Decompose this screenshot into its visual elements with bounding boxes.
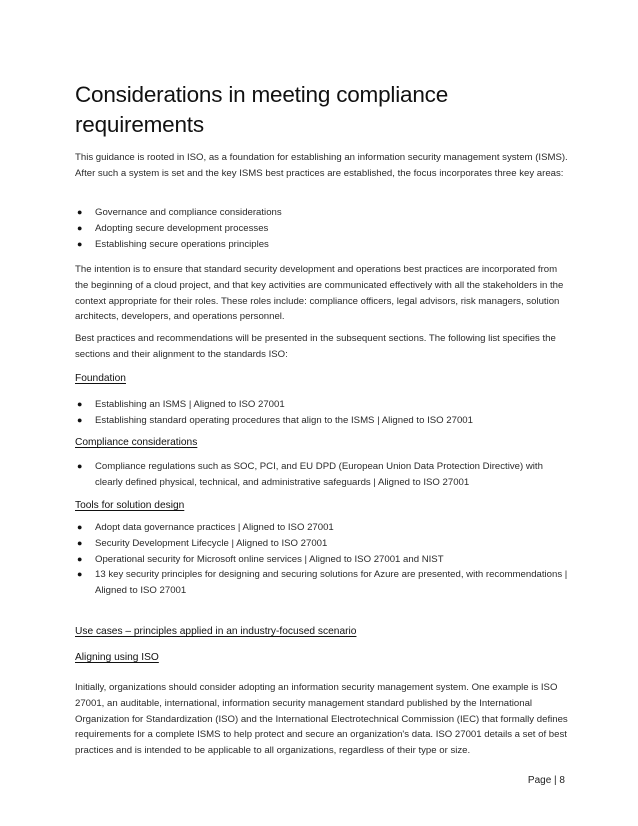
aligning-paragraph: Initially, organizations should consider adopting an information security management system. One example is ISO 27001, an auditable, international, information security management standard published by the International Organization for Standardization (ISO) and the International Electrotechnical Commission (IEC) that formally defines requirements for a complete ISMS to help protect and secure an organization's data. ISO 27001 details a set of best practices and is intended to be applicable to all organizations, regardless of their type or size. <box>75 682 568 757</box>
bullet-icon: ● <box>77 238 83 249</box>
list-item: ● Compliance regulations such as SOC, PCI, and EU DPD (European Union Data Protection Directive) with clearly defined physical, technical, and administrative safeguards | Aligned to ISO 27001 <box>77 461 543 488</box>
foundation-list <box>75 397 570 429</box>
intention-paragraph: The intention is to ensure that standard security development and operations best practices are incorporated from the beginning of a cloud project, and that key activities are communicated effectively with all the stakeholders in the context appropriate for their roles. These roles include: compliance officers, legal advisors, risk managers, solution architects, developers, and operations personnel. <box>75 264 564 323</box>
list-item: ● Adopt data governance practices | Aligned to ISO 27001 <box>75 520 570 536</box>
bullet-icon: ● <box>77 207 83 217</box>
tools-list <box>75 520 570 599</box>
intro-paragraph: This guidance is rooted in ISO, as a foundation for establishing an information security management system (ISMS). After such a system is set and the key ISMS best practices are established, the focus incorporates three key areas: <box>75 152 568 179</box>
compliance-heading: Compliance considerations <box>75 437 198 448</box>
bullet-icon: ● <box>77 553 83 564</box>
list-item: ● Security Development Lifecycle | Aligned to ISO 27001 <box>75 536 570 552</box>
bullet-icon: ● <box>77 222 83 233</box>
bullet-icon: ● <box>77 522 83 532</box>
key-areas-list <box>75 205 570 252</box>
bullet-icon: ● <box>77 399 83 409</box>
bullet-icon: ● <box>77 414 83 425</box>
bullet-icon: ● <box>77 461 83 471</box>
page-number: Page | 8 <box>527 775 565 786</box>
use-cases-heading: Use cases – principles applied in an industry-focused scenario <box>75 626 357 637</box>
tools-heading: Tools for solution design <box>75 500 185 511</box>
aligning-heading: Aligning using ISO <box>75 652 159 663</box>
bullet-icon: ● <box>77 537 83 548</box>
bullet-icon: ● <box>77 569 83 580</box>
foundation-heading: Foundation <box>75 373 126 384</box>
list-item: ● Operational security for Microsoft online services | Aligned to ISO 27001 and NIST <box>75 552 570 568</box>
list-item: ● 13 key security principles for designing and securing solutions for Azure are presented, with recommendations | Aligned to ISO 27001 <box>77 569 568 597</box>
list-item: ● Governance and compliance considerations <box>75 205 570 221</box>
page-title: Considerations in meeting compliance requirements <box>75 82 449 137</box>
list-item: ● Establishing secure operations principles <box>75 237 570 253</box>
list-item: ● Establishing standard operating procedures that align to the ISMS | Aligned to ISO 27001 <box>75 413 570 429</box>
best-practices-paragraph: Best practices and recommendations will be presented in the subsequent sections. The following list specifies the sections and their alignment to the standards ISO: <box>75 333 556 360</box>
compliance-list <box>75 459 570 491</box>
list-item: ● Establishing an ISMS | Aligned to ISO 27001 <box>75 397 570 413</box>
list-item: ● Adopting secure development processes <box>75 221 570 237</box>
